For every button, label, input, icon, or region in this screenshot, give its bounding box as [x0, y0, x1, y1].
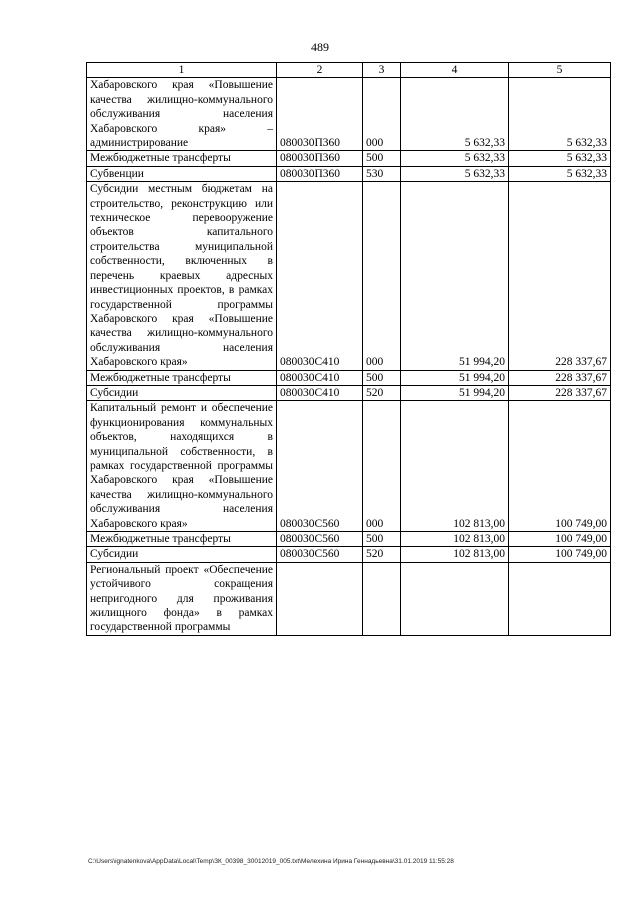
row-name: Субсидии местным бюджетам на строительство, реконструкцию или техническое перевооружение объектов капитального строительства муниципальной собственности, включенных в перечень краевых адресных инвестиционных проектов, в рамках государственной программы Хабаровского края «Повышение качества жилищно-коммунального обслуживания населения Хабаровского края»	[87, 182, 277, 370]
row-code: 080030С410	[277, 385, 363, 400]
row-value-4: 5 632,33	[401, 78, 509, 151]
row-group: 000	[363, 401, 401, 532]
document-footer-path: C:\Users\ignatenkova\AppData\Local\Temp\ЗК_00398_30012019_005.txt\Мелехина Ирина Геннадьевна\31.01.2019 11:55:28	[88, 858, 454, 865]
row-name: Хабаровского края «Повышение качества жилищно-коммунального обслуживания населения Хабаровского края» – администрирование	[87, 78, 277, 151]
row-group: 530	[363, 166, 401, 181]
row-code: 080030С410	[277, 370, 363, 385]
table-row	[87, 370, 611, 385]
row-name: Субсидии	[87, 385, 277, 400]
row-value-4: 5 632,33	[401, 166, 509, 181]
row-code	[277, 562, 363, 635]
column-header: 4	[401, 63, 509, 78]
row-value-5: 228 337,67	[509, 182, 611, 370]
row-value-5: 100 749,00	[509, 401, 611, 532]
row-code: 080030П360	[277, 78, 363, 151]
table-row	[87, 385, 611, 400]
row-group: 000	[363, 182, 401, 370]
row-name: Межбюджетные трансферты	[87, 151, 277, 166]
row-value-4: 102 813,00	[401, 532, 509, 547]
row-name: Капитальный ремонт и обеспечение функционирования коммунальных объектов, находящихся в муниципальной собственности, в рамках государственной программы Хабаровского края «Повышение качества жилищно-коммунального обслуживания населения Хабаровского края»	[87, 401, 277, 532]
table-header-row	[87, 63, 611, 78]
row-group: 000	[363, 78, 401, 151]
table-row	[87, 151, 611, 166]
row-value-4: 102 813,00	[401, 401, 509, 532]
row-value-4: 102 813,00	[401, 547, 509, 562]
row-value-5: 5 632,33	[509, 78, 611, 151]
row-group: 520	[363, 385, 401, 400]
row-code: 080030С560	[277, 401, 363, 532]
row-value-4	[401, 562, 509, 635]
row-name: Межбюджетные трансферты	[87, 532, 277, 547]
column-header: 1	[87, 63, 277, 78]
table-row	[87, 166, 611, 181]
row-value-4: 5 632,33	[401, 151, 509, 166]
table-row	[87, 562, 611, 635]
row-name: Межбюджетные трансферты	[87, 370, 277, 385]
row-group: 500	[363, 151, 401, 166]
row-value-5: 5 632,33	[509, 151, 611, 166]
column-header: 3	[363, 63, 401, 78]
row-group	[363, 562, 401, 635]
row-code: 080030П360	[277, 151, 363, 166]
row-code: 080030С410	[277, 182, 363, 370]
row-value-5: 100 749,00	[509, 547, 611, 562]
table-row	[87, 401, 611, 532]
row-name: Субсидии	[87, 547, 277, 562]
row-value-5: 5 632,33	[509, 166, 611, 181]
row-name: Субвенции	[87, 166, 277, 181]
row-group: 500	[363, 532, 401, 547]
row-group: 520	[363, 547, 401, 562]
row-name: Региональный проект «Обеспечение устойчивого сокращения непригодного для проживания жилищного фонда» в рамках государственной программы	[87, 562, 277, 635]
row-value-5: 228 337,67	[509, 370, 611, 385]
row-code: 080030С560	[277, 532, 363, 547]
row-value-4: 51 994,20	[401, 385, 509, 400]
row-group: 500	[363, 370, 401, 385]
table-row	[87, 78, 611, 151]
table-row	[87, 532, 611, 547]
column-header: 2	[277, 63, 363, 78]
row-value-5: 100 749,00	[509, 532, 611, 547]
table-row	[87, 182, 611, 370]
column-header: 5	[509, 63, 611, 78]
row-value-5	[509, 562, 611, 635]
page-number: 489	[311, 40, 329, 54]
row-value-4: 51 994,20	[401, 182, 509, 370]
row-code: 080030С560	[277, 547, 363, 562]
budget-table	[86, 62, 611, 636]
row-value-5: 228 337,67	[509, 385, 611, 400]
table-row	[87, 547, 611, 562]
row-code: 080030П360	[277, 166, 363, 181]
row-value-4: 51 994,20	[401, 370, 509, 385]
